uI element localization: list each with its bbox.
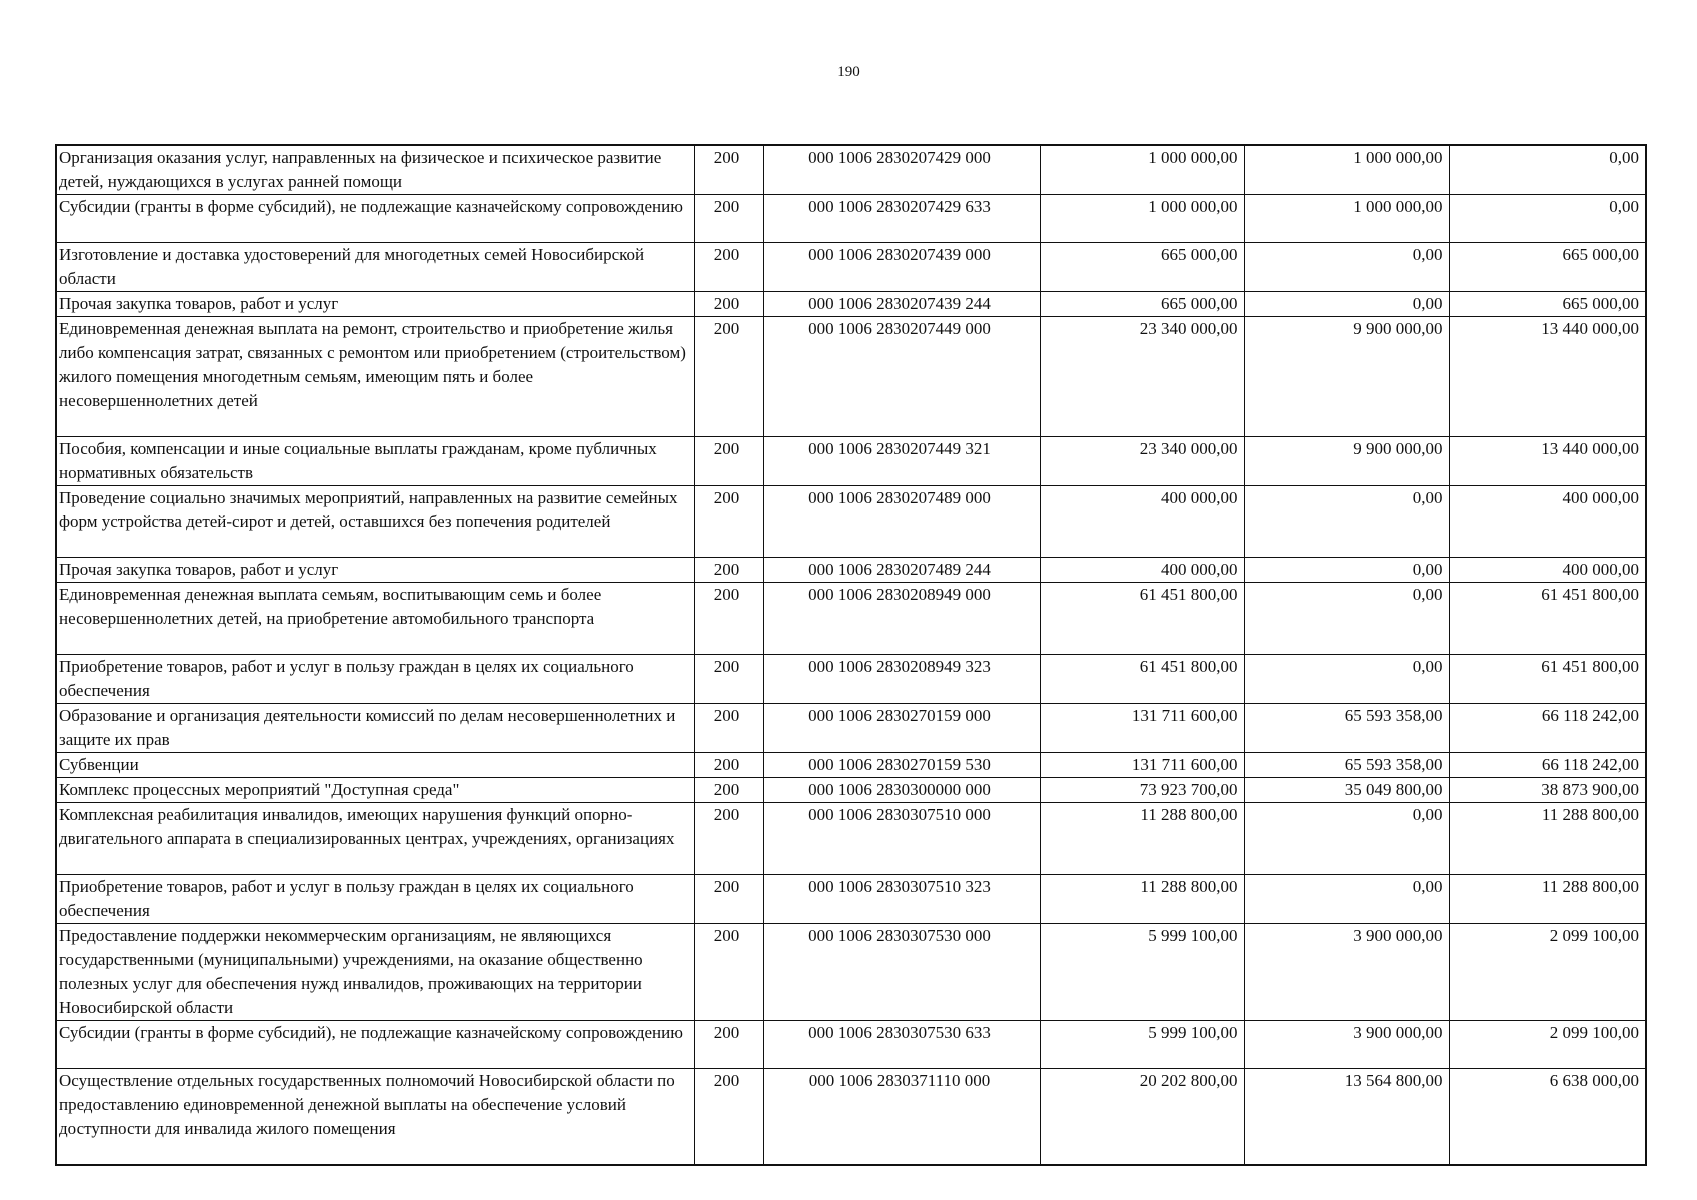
row-amount-2-cell: 35 049 800,00 [1244,778,1449,803]
row-amount-2-cell: 0,00 [1244,583,1449,655]
row-name-cell: Приобретение товаров, работ и услуг в пользу граждан в целях их социального обеспечения [56,875,694,924]
row-amount-1-cell: 61 451 800,00 [1040,655,1244,704]
row-code-cell: 200 [694,195,763,243]
row-name-cell: Единовременная денежная выплата семьям, воспитывающим семь и более несовершеннолетних детей, на приобретение автомобильного транспорта [56,583,694,655]
row-amount-3-cell: 6 638 000,00 [1449,1069,1646,1165]
row-name-cell: Приобретение товаров, работ и услуг в пользу граждан в целях их социального обеспечения [56,655,694,704]
row-amount-3-cell: 665 000,00 [1449,292,1646,317]
row-kbk-cell: 000 1006 2830208949 323 [763,655,1040,704]
row-kbk-cell: 000 1006 2830207439 000 [763,243,1040,292]
row-code-cell: 200 [694,486,763,558]
row-code-cell: 200 [694,704,763,753]
row-code-cell: 200 [694,875,763,924]
row-code-cell: 200 [694,583,763,655]
row-amount-1-cell: 73 923 700,00 [1040,778,1244,803]
row-amount-1-cell: 61 451 800,00 [1040,583,1244,655]
row-amount-2-cell: 13 564 800,00 [1244,1069,1449,1165]
row-amount-3-cell: 400 000,00 [1449,486,1646,558]
row-amount-2-cell: 0,00 [1244,558,1449,583]
row-code-cell: 200 [694,317,763,437]
row-amount-1-cell: 131 711 600,00 [1040,753,1244,778]
row-name-cell: Прочая закупка товаров, работ и услуг [56,558,694,583]
table-row [56,317,1646,437]
table-row [56,558,1646,583]
row-kbk-cell: 000 1006 2830307510 000 [763,803,1040,875]
row-name-cell: Единовременная денежная выплата на ремонт, строительство и приобретение жилья либо компенсация затрат, связанных с ремонтом или приобретением (строительством) жилого помещения многодетным семьям, имеющим пять и более несовершеннолетних детей [56,317,694,437]
row-name-cell: Организация оказания услуг, направленных на физическое и психическое развитие детей, нуждающихся в услугах ранней помощи [56,145,694,195]
row-kbk-cell: 000 1006 2830307530 000 [763,924,1040,1021]
row-amount-2-cell: 65 593 358,00 [1244,753,1449,778]
row-amount-3-cell: 0,00 [1449,145,1646,195]
row-code-cell: 200 [694,753,763,778]
row-name-cell: Комплекс процессных мероприятий "Доступная среда" [56,778,694,803]
row-amount-2-cell: 0,00 [1244,655,1449,704]
row-name-cell: Изготовление и доставка удостоверений для многодетных семей Новосибирской области [56,243,694,292]
table-row [56,292,1646,317]
row-amount-3-cell: 2 099 100,00 [1449,1021,1646,1069]
row-code-cell: 200 [694,1021,763,1069]
row-amount-3-cell: 13 440 000,00 [1449,317,1646,437]
row-amount-2-cell: 0,00 [1244,243,1449,292]
row-amount-1-cell: 20 202 800,00 [1040,1069,1244,1165]
row-amount-2-cell: 3 900 000,00 [1244,924,1449,1021]
table-row [56,243,1646,292]
row-code-cell: 200 [694,292,763,317]
table-row [56,145,1646,195]
row-amount-1-cell: 1 000 000,00 [1040,195,1244,243]
row-amount-3-cell: 0,00 [1449,195,1646,243]
row-code-cell: 200 [694,803,763,875]
table-row [56,875,1646,924]
table-row [56,583,1646,655]
row-code-cell: 200 [694,558,763,583]
row-kbk-cell: 000 1006 2830207449 321 [763,437,1040,486]
row-code-cell: 200 [694,243,763,292]
row-kbk-cell: 000 1006 2830300000 000 [763,778,1040,803]
row-kbk-cell: 000 1006 2830207489 244 [763,558,1040,583]
row-amount-1-cell: 400 000,00 [1040,558,1244,583]
table-row [56,195,1646,243]
row-name-cell: Образование и организация деятельности комиссий по делам несовершеннолетних и защите их прав [56,704,694,753]
row-amount-3-cell: 38 873 900,00 [1449,778,1646,803]
row-amount-1-cell: 131 711 600,00 [1040,704,1244,753]
row-kbk-cell: 000 1006 2830307510 323 [763,875,1040,924]
row-code-cell: 200 [694,655,763,704]
row-amount-2-cell: 9 900 000,00 [1244,437,1449,486]
row-kbk-cell: 000 1006 2830270159 530 [763,753,1040,778]
table-row [56,803,1646,875]
row-code-cell: 200 [694,924,763,1021]
budget-table-body [56,145,1646,1165]
row-kbk-cell: 000 1006 2830207489 000 [763,486,1040,558]
row-amount-3-cell: 66 118 242,00 [1449,753,1646,778]
row-amount-2-cell: 3 900 000,00 [1244,1021,1449,1069]
row-amount-2-cell: 0,00 [1244,875,1449,924]
row-kbk-cell: 000 1006 2830307530 633 [763,1021,1040,1069]
row-name-cell: Субсидии (гранты в форме субсидий), не подлежащие казначейскому сопровождению [56,1021,694,1069]
row-amount-1-cell: 5 999 100,00 [1040,924,1244,1021]
table-row [56,1021,1646,1069]
row-amount-3-cell: 13 440 000,00 [1449,437,1646,486]
row-amount-2-cell: 0,00 [1244,803,1449,875]
row-amount-2-cell: 1 000 000,00 [1244,145,1449,195]
row-name-cell: Предоставление поддержки некоммерческим организациям, не являющихся государственными (муниципальными) учреждениями, на оказание общественно полезных услуг для обеспечения нужд инвалидов, проживающих на территории Новосибирской области [56,924,694,1021]
row-amount-2-cell: 0,00 [1244,486,1449,558]
table-row [56,655,1646,704]
row-amount-1-cell: 665 000,00 [1040,292,1244,317]
row-code-cell: 200 [694,145,763,195]
row-name-cell: Прочая закупка товаров, работ и услуг [56,292,694,317]
row-amount-3-cell: 61 451 800,00 [1449,583,1646,655]
table-row [56,704,1646,753]
row-name-cell: Проведение социально значимых мероприятий, направленных на развитие семейных форм устройства детей-сирот и детей, оставшихся без попечения родителей [56,486,694,558]
row-amount-1-cell: 665 000,00 [1040,243,1244,292]
row-amount-1-cell: 400 000,00 [1040,486,1244,558]
row-amount-2-cell: 1 000 000,00 [1244,195,1449,243]
row-name-cell: Субсидии (гранты в форме субсидий), не подлежащие казначейскому сопровождению [56,195,694,243]
row-amount-1-cell: 11 288 800,00 [1040,803,1244,875]
row-code-cell: 200 [694,1069,763,1165]
row-code-cell: 200 [694,437,763,486]
row-amount-3-cell: 2 099 100,00 [1449,924,1646,1021]
row-amount-2-cell: 65 593 358,00 [1244,704,1449,753]
row-amount-1-cell: 1 000 000,00 [1040,145,1244,195]
row-amount-1-cell: 23 340 000,00 [1040,317,1244,437]
row-name-cell: Осуществление отдельных государственных полномочий Новосибирской области по предоставлению единовременной денежной выплаты на обеспечение условий доступности для инвалида жилого помещения [56,1069,694,1165]
table-row [56,486,1646,558]
row-amount-1-cell: 5 999 100,00 [1040,1021,1244,1069]
row-kbk-cell: 000 1006 2830207429 633 [763,195,1040,243]
row-code-cell: 200 [694,778,763,803]
table-row [56,924,1646,1021]
row-amount-3-cell: 11 288 800,00 [1449,875,1646,924]
row-amount-2-cell: 0,00 [1244,292,1449,317]
table-row [56,753,1646,778]
row-name-cell: Пособия, компенсации и иные социальные выплаты гражданам, кроме публичных нормативных обязательств [56,437,694,486]
budget-table [55,144,1647,1166]
row-kbk-cell: 000 1006 2830207429 000 [763,145,1040,195]
row-amount-3-cell: 66 118 242,00 [1449,704,1646,753]
row-kbk-cell: 000 1006 2830371110 000 [763,1069,1040,1165]
row-name-cell: Субвенции [56,753,694,778]
table-row [56,778,1646,803]
table-row [56,437,1646,486]
row-amount-3-cell: 61 451 800,00 [1449,655,1646,704]
row-kbk-cell: 000 1006 2830207439 244 [763,292,1040,317]
row-amount-3-cell: 665 000,00 [1449,243,1646,292]
table-row [56,1069,1646,1165]
row-amount-3-cell: 400 000,00 [1449,558,1646,583]
row-kbk-cell: 000 1006 2830207449 000 [763,317,1040,437]
row-amount-1-cell: 11 288 800,00 [1040,875,1244,924]
row-kbk-cell: 000 1006 2830208949 000 [763,583,1040,655]
row-kbk-cell: 000 1006 2830270159 000 [763,704,1040,753]
row-amount-2-cell: 9 900 000,00 [1244,317,1449,437]
row-amount-1-cell: 23 340 000,00 [1040,437,1244,486]
page-number: 190 [837,64,860,80]
row-amount-3-cell: 11 288 800,00 [1449,803,1646,875]
row-name-cell: Комплексная реабилитация инвалидов, имеющих нарушения функций опорно-двигательного аппарата в специализированных центрах, учреждениях, организациях [56,803,694,875]
